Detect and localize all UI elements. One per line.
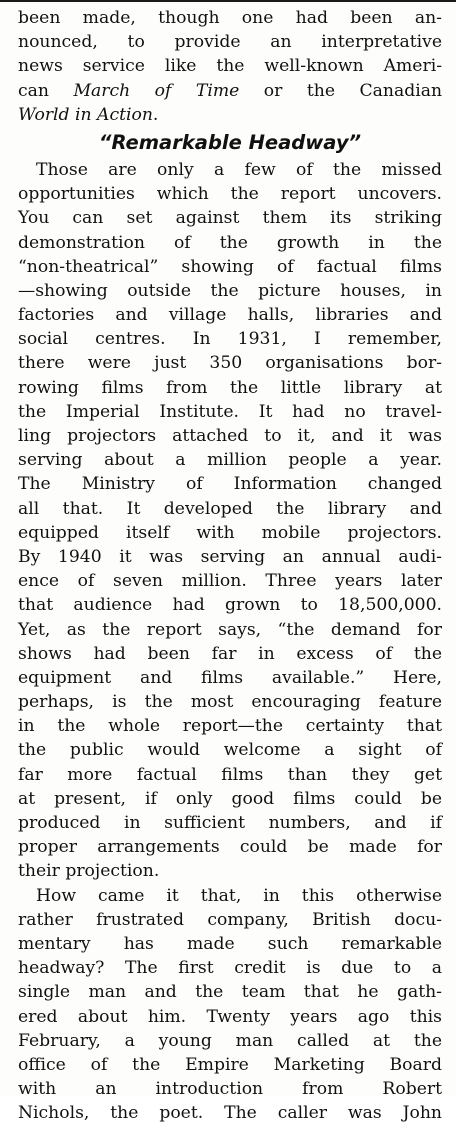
text-line: perhaps, is the most encouraging feature bbox=[18, 692, 442, 713]
film-title-march-of-time: March of Time bbox=[73, 80, 240, 101]
text-run: or the Canadian bbox=[239, 80, 443, 101]
text-line: equipment and films available.” Here, bbox=[18, 667, 442, 688]
text-line: social centres. In 1931, I remember, bbox=[18, 329, 442, 350]
text-line: ling projectors attached to it, and it was bbox=[18, 426, 442, 446]
text-line: Nichols, the poet. The caller was John bbox=[18, 1103, 442, 1124]
text-line: at present, if only good films could be bbox=[18, 788, 442, 809]
text-line: office of the Empire Marketing Board bbox=[18, 1054, 442, 1075]
text-line: serving about a million people a year. bbox=[18, 450, 442, 471]
film-title-world-in-action: World in Action bbox=[18, 104, 153, 125]
text-line: the Imperial Institute. It had no travel- bbox=[18, 401, 442, 422]
text-line: news service like the well-known Ameri- bbox=[18, 56, 442, 77]
text-line: headway? The first credit is due to a bbox=[18, 958, 442, 979]
text-line: Those are only a few of the missed bbox=[36, 159, 442, 180]
text-line: How came it that, in this otherwise bbox=[36, 885, 442, 906]
text-line: been made, though one had been an- bbox=[18, 8, 442, 28]
paragraph-2 bbox=[18, 884, 442, 1125]
text-line: shows had been far in excess of the bbox=[18, 643, 442, 664]
text-line bbox=[18, 103, 442, 127]
text-line: equipped itself with mobile projectors. bbox=[18, 522, 442, 543]
text-line: proper arrangements could be made for bbox=[18, 837, 442, 858]
text-line: The Ministry of Information changed bbox=[18, 474, 442, 495]
text-line bbox=[18, 79, 442, 103]
text-line: ence of seven million. Three years later bbox=[18, 571, 442, 592]
text-line: far more factual films than they get bbox=[18, 764, 442, 785]
text-run: can bbox=[18, 80, 74, 101]
text-line: —showing outside the picture houses, in bbox=[18, 280, 442, 301]
text-line: rather frustrated company, British docu- bbox=[18, 909, 442, 930]
article-column bbox=[18, 6, 442, 1125]
text-line: By 1940 it was serving an annual audi- bbox=[18, 546, 442, 567]
text-line: the public would welcome a sight of bbox=[18, 740, 442, 761]
text-line: “non-theatrical” showing of factual films bbox=[18, 256, 442, 277]
text-line: all that. It developed the library and bbox=[18, 498, 442, 519]
text-line: in the whole report—the certainty that bbox=[18, 716, 442, 737]
paragraph-1 bbox=[18, 158, 442, 884]
text-line: February, a young man called at the bbox=[18, 1030, 442, 1051]
section-heading: “Remarkable Headway” bbox=[98, 130, 362, 154]
top-rule-divider bbox=[0, 0, 456, 2]
text-line: their projection. bbox=[18, 861, 160, 882]
text-line: You can set against them its striking bbox=[18, 208, 442, 229]
text-line: opportunities which the report uncovers. bbox=[18, 184, 442, 205]
text-line: rowing films from the little library at bbox=[18, 377, 442, 398]
text-line: with an introduction from Robert bbox=[18, 1079, 442, 1100]
text-line: factories and village halls, libraries and bbox=[18, 305, 442, 326]
text-line: that audience had grown to 18,500,000. bbox=[18, 595, 442, 616]
text-line: mentary has made such remarkable bbox=[18, 933, 442, 954]
text-line: produced in sufficient numbers, and if bbox=[18, 813, 442, 833]
text-line: ered about him. Twenty years ago this bbox=[18, 1006, 442, 1027]
text-line: there were just 350 organisations bor- bbox=[18, 353, 442, 374]
text-line: nounced, to provide an interpretative bbox=[18, 32, 442, 53]
text-line: Yet, as the report says, “the demand for bbox=[18, 619, 442, 640]
text-line: single man and the team that he gath- bbox=[18, 982, 442, 1003]
text-line: demonstration of the growth in the bbox=[18, 232, 442, 253]
text-run: . bbox=[152, 104, 159, 125]
